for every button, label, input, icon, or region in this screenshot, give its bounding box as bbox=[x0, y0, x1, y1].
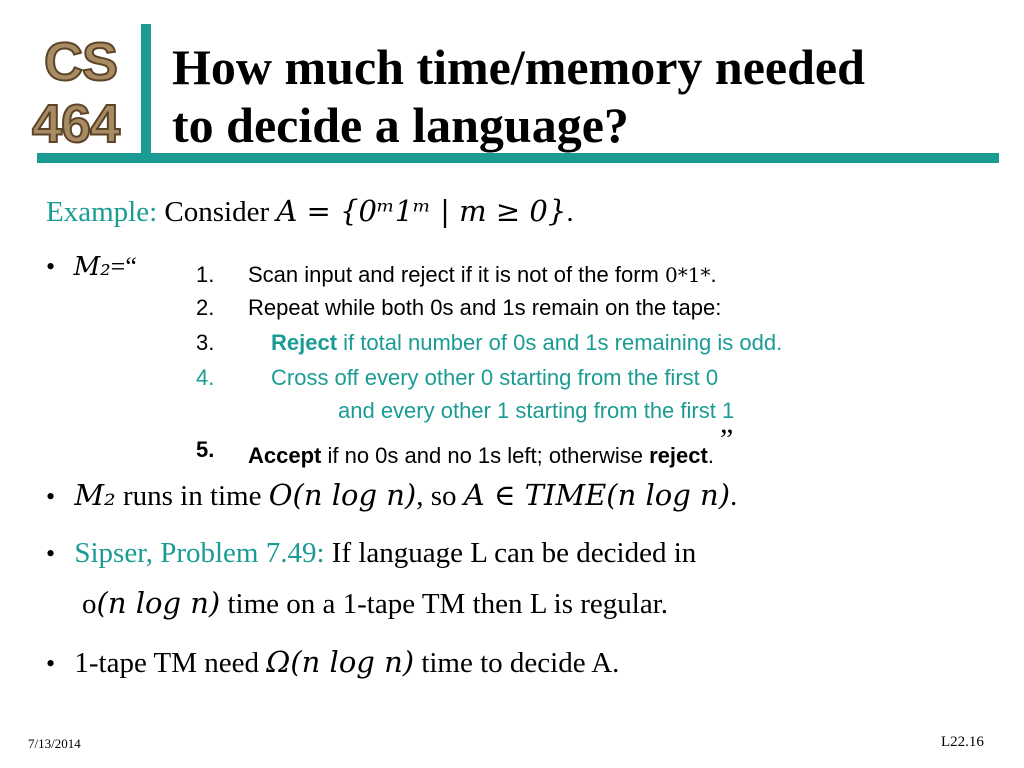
bullet-runtime: • M₂ runs in time O(n log n), so A ∈ TIME(n log n). bbox=[46, 478, 738, 512]
example-line bbox=[46, 194, 574, 229]
logo-line2: 464 bbox=[32, 94, 120, 148]
example-label: Example: bbox=[46, 196, 158, 228]
title-horizontal-rule bbox=[37, 153, 999, 163]
bullet-marker: • bbox=[46, 649, 56, 678]
bullet-sipser: • Sipser, Problem 7.49: If language L can be decided in bbox=[46, 537, 697, 569]
bullet-sipser-line2: o(n log n) time on a 1-tape TM then L is regular. bbox=[82, 586, 668, 620]
m2-eq: =“ bbox=[110, 252, 137, 281]
slide-title bbox=[172, 38, 865, 154]
title-line2: to decide a language? bbox=[172, 97, 629, 153]
title-line1: How much time/memory needed bbox=[172, 39, 865, 95]
m2-bullet-line bbox=[46, 252, 137, 282]
example-text: Consider bbox=[164, 196, 277, 228]
example-math: A = {0ᵐ1ᵐ | m ≥ 0} bbox=[276, 194, 567, 228]
slide-number: L22.16 bbox=[941, 734, 984, 750]
bullet-marker: • bbox=[46, 482, 56, 511]
title-vertical-rule bbox=[141, 24, 151, 159]
logo-line1: CS bbox=[44, 32, 118, 92]
example-end: . bbox=[566, 196, 574, 228]
m2-symbol: M₂ bbox=[73, 252, 111, 282]
cs464-logo bbox=[30, 30, 130, 148]
bullet-lower-bound: • 1-tape TM need Ω(n log n) time to decide A. bbox=[46, 645, 620, 679]
bullet-marker: • bbox=[46, 539, 56, 568]
m2-close-quote: ” bbox=[719, 423, 734, 456]
sipser-label: Sipser, Problem 7.49: bbox=[74, 537, 325, 569]
footer-date: 7/13/2014 bbox=[28, 736, 81, 751]
bullet-marker: • bbox=[46, 252, 56, 281]
